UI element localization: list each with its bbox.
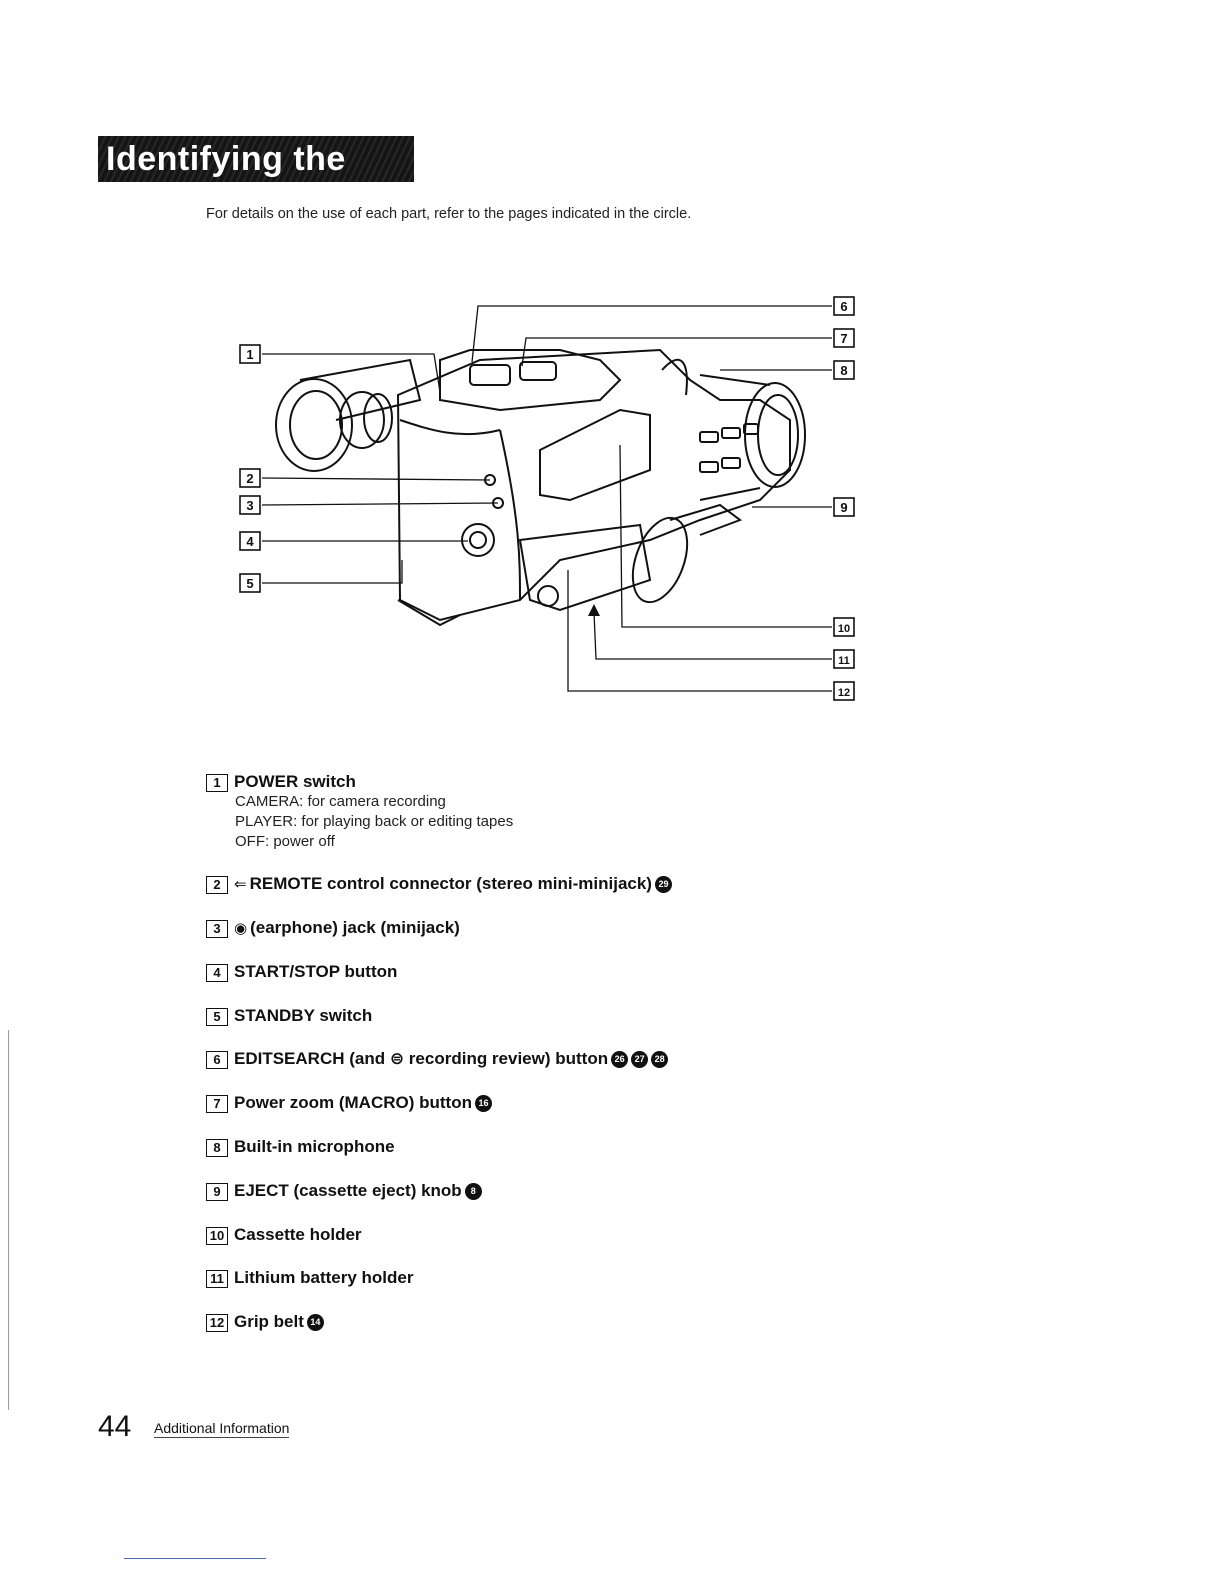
part-label: (earphone) jack (minijack) bbox=[250, 918, 460, 937]
callout-3 bbox=[240, 496, 260, 514]
part-label: Grip belt bbox=[234, 1312, 304, 1331]
page-title: Identifying the Parts bbox=[98, 136, 414, 182]
part-label: EDITSEARCH (and ⊜ recording review) button bbox=[234, 1049, 609, 1068]
part-number: 11 bbox=[206, 1270, 228, 1288]
svg-text:4: 4 bbox=[246, 534, 254, 549]
page-ref-badge: 26 bbox=[611, 1051, 628, 1068]
page-ref-badge: 27 bbox=[631, 1051, 648, 1068]
part-sub-2: PLAYER: for playing back or editing tapes bbox=[235, 813, 514, 830]
page-ref-badge: 16 bbox=[475, 1095, 492, 1112]
part-item-8 bbox=[206, 1137, 395, 1157]
svg-text:8: 8 bbox=[840, 363, 848, 378]
svg-text:6: 6 bbox=[840, 299, 848, 314]
part-label: STANDBY switch bbox=[234, 1006, 373, 1025]
intro-text: For details on the use of each part, refer to the pages indicated in the circle. bbox=[206, 206, 692, 222]
part-sub-3: OFF: power off bbox=[235, 833, 335, 850]
part-label: Lithium battery holder bbox=[234, 1268, 414, 1287]
part-item-5 bbox=[206, 1006, 372, 1026]
part-number: 4 bbox=[206, 964, 228, 982]
part-item-2 bbox=[206, 874, 672, 894]
part-item-11 bbox=[206, 1268, 413, 1288]
part-item-1 bbox=[206, 772, 513, 852]
page-ref-badge: 29 bbox=[655, 876, 672, 893]
svg-text:10: 10 bbox=[837, 623, 851, 635]
svg-text:9: 9 bbox=[840, 500, 848, 515]
part-number: 2 bbox=[206, 876, 228, 894]
earphone-icon: ◉ bbox=[234, 920, 248, 937]
callout-9 bbox=[834, 498, 854, 516]
part-number: 1 bbox=[206, 774, 228, 792]
page-number: 44 bbox=[98, 1410, 132, 1443]
callout-12 bbox=[834, 682, 854, 700]
part-item-6 bbox=[206, 1049, 668, 1069]
callout-6 bbox=[834, 297, 854, 315]
part-number: 12 bbox=[206, 1314, 228, 1332]
part-item-12 bbox=[206, 1312, 324, 1332]
part-item-4 bbox=[206, 962, 397, 982]
part-number: 5 bbox=[206, 1008, 228, 1026]
remote-icon: ⇐ bbox=[234, 876, 247, 893]
section-label: Additional Information bbox=[154, 1420, 290, 1436]
part-number: 8 bbox=[206, 1139, 228, 1157]
part-label: Built-in microphone bbox=[234, 1137, 395, 1156]
part-number: 9 bbox=[206, 1183, 228, 1201]
svg-text:11: 11 bbox=[838, 655, 850, 667]
svg-text:3: 3 bbox=[246, 498, 254, 513]
part-number: 6 bbox=[206, 1051, 228, 1069]
part-label: POWER switch bbox=[234, 772, 356, 791]
svg-text:5: 5 bbox=[246, 576, 254, 591]
callout-4 bbox=[240, 532, 260, 550]
bottom-rule bbox=[124, 1558, 266, 1559]
part-number: 10 bbox=[206, 1227, 228, 1245]
callout-5 bbox=[240, 574, 260, 592]
part-label: EJECT (cassette eject) knob bbox=[234, 1181, 462, 1200]
part-item-7 bbox=[206, 1093, 492, 1113]
part-item-10 bbox=[206, 1225, 362, 1245]
part-label: Cassette holder bbox=[234, 1225, 362, 1244]
camcorder-diagram bbox=[0, 0, 1224, 760]
svg-text:2: 2 bbox=[246, 471, 254, 486]
callout-1 bbox=[240, 345, 260, 363]
callout-8 bbox=[834, 361, 854, 379]
page-ref-badge: 14 bbox=[307, 1314, 324, 1331]
callout-7 bbox=[834, 329, 854, 347]
part-number: 3 bbox=[206, 920, 228, 938]
part-sub-1: CAMERA: for camera recording bbox=[235, 793, 446, 810]
callout-11 bbox=[834, 650, 854, 668]
part-item-9 bbox=[206, 1181, 482, 1201]
part-item-3 bbox=[206, 918, 460, 938]
callout-10 bbox=[834, 618, 854, 636]
svg-text:1: 1 bbox=[246, 347, 254, 362]
part-number: 7 bbox=[206, 1095, 228, 1113]
svg-text:7: 7 bbox=[840, 331, 848, 346]
callout-2 bbox=[240, 469, 260, 487]
part-label: Power zoom (MACRO) button bbox=[234, 1093, 472, 1112]
part-label: START/STOP button bbox=[234, 962, 398, 981]
margin-rule bbox=[8, 1030, 9, 1410]
page-ref-badge: 28 bbox=[651, 1051, 668, 1068]
svg-text:12: 12 bbox=[837, 687, 851, 699]
page-ref-badge: 8 bbox=[465, 1183, 482, 1200]
part-label: REMOTE control connector (stereo mini-minijack) bbox=[249, 874, 652, 893]
